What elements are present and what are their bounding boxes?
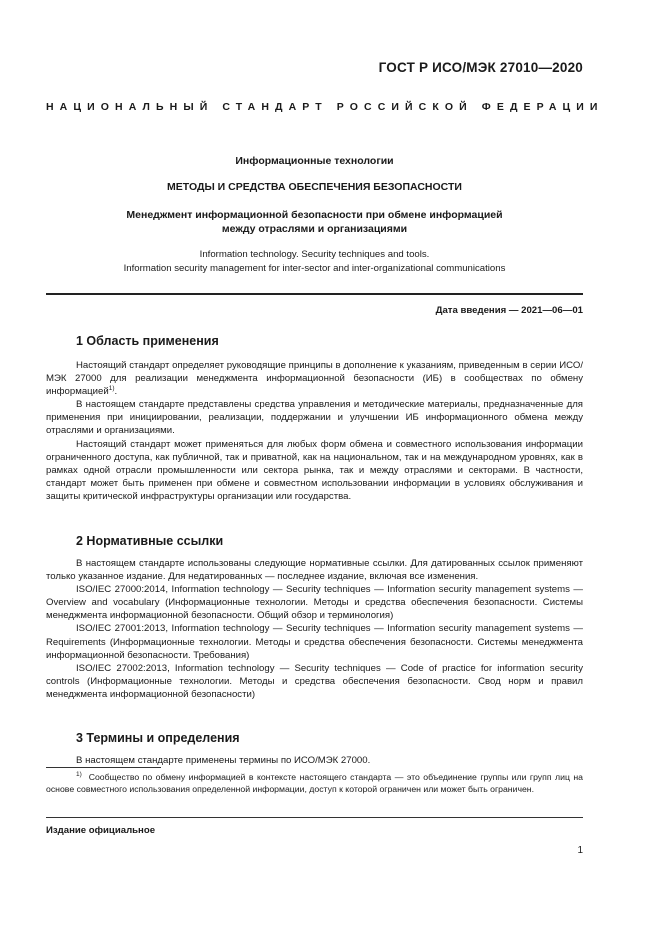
english-title <box>46 248 583 275</box>
english-title-2: Information security management for inter-sector and inter-organizational communications <box>123 262 506 274</box>
edition-label: Издание официальное <box>46 825 156 836</box>
english-title-1: Information technology. Security techniques and tools. <box>199 249 430 260</box>
section-1-body <box>46 359 583 503</box>
footer-divider <box>46 817 583 818</box>
title-line-1: Информационные технологии <box>235 155 394 167</box>
section-3-heading: 3 Термины и определения <box>76 731 240 745</box>
section-3-paragraph-1: В настоящем стандарте применены термины по ИСО/МЭК 27000. <box>76 755 371 766</box>
section-2-paragraph-1: В настоящем стандарте использованы следующие нормативные ссылки. Для датированных ссылок применяют только указанное издание. Для недатированных — последнее издание, включая все изменения. <box>46 558 583 583</box>
footnote-separator <box>46 767 161 768</box>
section-3-body <box>46 754 583 767</box>
title-subtitle <box>46 208 583 236</box>
section-1-paragraph-3: Настоящий стандарт может применяться для любых форм обмена и совместного использования информации ограниченного доступа, как публичной, так и приватной, как на национальном, так и на международном уровнях, как в рамках одной отрасли промышленности или сектора рынка, так и между отраслями и секторами. В частности, стандарт может быть применен при обмене и совместном использовании информации в условиях обслуживания и защиты критической инфраструктуры организации или государства. <box>46 438 583 502</box>
title-line-2: МЕТОДЫ И СРЕДСТВА ОБЕСПЕЧЕНИЯ БЕЗОПАСНОСТИ <box>167 181 462 193</box>
title-subtitle-a: Менеджмент информационной безопасности при обмене информацией <box>126 209 503 221</box>
footnote-ref: 1) <box>108 385 115 392</box>
reference-iso-27001: ISO/IEC 27001:2013, Information technology — Security techniques — Information security management systems — Requirements (Информационные технологии. Методы и средства обеспечения безопасности. Системы менеджмента информационной безопасности. Требования) <box>46 623 583 661</box>
title-divider <box>46 293 583 295</box>
section-1-paragraph-2: В настоящем стандарте представлены средства управления и методические материалы, предназначенные для применения при инициировании, реализации, поддержании и улучшении ИБ информационного обмена между отраслями и организациями. <box>46 399 583 437</box>
footnote <box>46 771 583 795</box>
footnote-mark: 1) <box>76 771 82 779</box>
section-1-heading: 1 Область применения <box>76 334 219 348</box>
section-2-heading: 2 Нормативные ссылки <box>76 534 224 548</box>
footnote-text: Сообщество по обмену информацией в контексте настоящего стандарта — это объединение группы или групп лиц на основе совместного использования определенной информации, доступ к которой ограничен или может быть ограничен. <box>46 772 584 794</box>
introduction-date: Дата введения — 2021—06—01 <box>435 305 583 316</box>
reference-iso-27002: ISO/IEC 27002:2013, Information technology — Security techniques — Code of practice for information security controls (Информационные технологии. Методы и средства обеспечения безопасности. Свод норм и правил менеджмента информационной безопасности) <box>46 662 583 700</box>
section-2-body <box>46 557 583 701</box>
section-1-paragraph-1: Настоящий стандарт определяет руководящие принципы в дополнение к указаниям, приведенным в серии ИСО/МЭК 27000 для реализации менеджмента информационной безопасности (ИБ) в сообществах по обмену информацией$^{1)}$. <box>46 360 583 398</box>
standard-number: ГОСТ Р ИСО/МЭК 27010—2020 <box>378 60 583 75</box>
title-subtitle-b: между отраслями и организациями <box>221 223 408 235</box>
page-number: 1 <box>577 845 583 856</box>
reference-iso-27000: ISO/IEC 27000:2014, Information technology — Security techniques — Information security management systems — Overview and vocabulary (Информационные технологии. Методы и средства обеспечения безопасности. Системы менеджмента информационной безопасности. Общий обзор и терминология) <box>46 584 583 622</box>
national-standard-banner: НАЦИОНАЛЬНЫЙ СТАНДАРТ РОССИЙСКОЙ ФЕДЕРАЦИИ <box>46 101 604 113</box>
